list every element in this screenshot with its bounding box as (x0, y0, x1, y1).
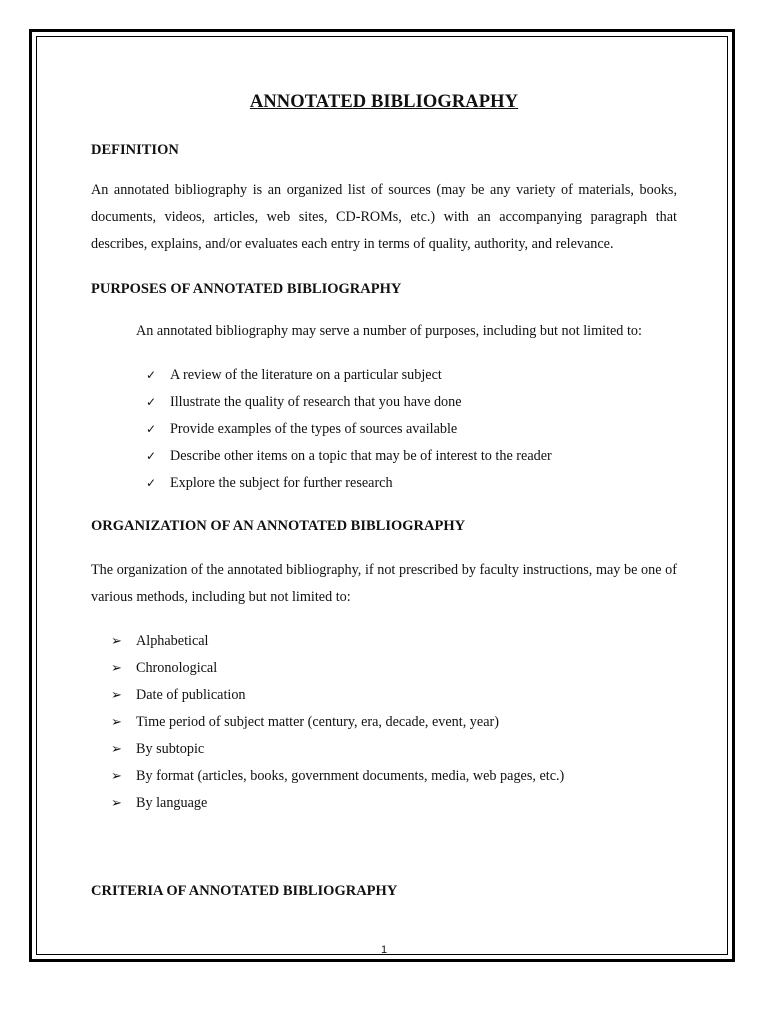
list-item-text: Describe other items on a topic that may be of interest to the reader (170, 448, 552, 464)
list-item (146, 362, 552, 389)
arrowhead-bullet-icon: ➢ (111, 769, 122, 784)
list-item (146, 416, 552, 443)
checkmark-icon: ✓ (146, 476, 157, 490)
organization-list (111, 628, 564, 817)
checkmark-icon: ✓ (146, 368, 157, 382)
page-number: 1 (380, 944, 388, 956)
purposes-heading: PURPOSES OF ANNOTATED BIBLIOGRAPHY (91, 281, 402, 297)
arrowhead-bullet-icon: ➢ (111, 796, 122, 811)
list-item (111, 709, 564, 736)
list-item (111, 628, 564, 655)
organization-paragraph: The organization of the annotated bibliography, if not prescribed by faculty instructions, may be one of various methods, including but not limited to: (91, 562, 677, 605)
criteria-heading: CRITERIA OF ANNOTATED BIBLIOGRAPHY (91, 883, 398, 899)
purposes-intro: An annotated bibliography may serve a number of purposes, including but not limited to: (136, 323, 642, 339)
list-item-text: A review of the literature on a particular subject (170, 367, 442, 383)
list-item-text: Illustrate the quality of research that you have done (170, 394, 462, 410)
list-item (111, 682, 564, 709)
list-item (111, 655, 564, 682)
list-item-text: Alphabetical (136, 633, 209, 649)
list-item-text: By subtopic (136, 741, 205, 757)
list-item (111, 736, 564, 763)
definition-heading: DEFINITION (91, 142, 179, 158)
arrowhead-bullet-icon: ➢ (111, 634, 122, 649)
organization-heading: ORGANIZATION OF AN ANNOTATED BIBLIOGRAPHY (91, 518, 466, 534)
list-item-text: Date of publication (136, 687, 246, 703)
list-item-text: Provide examples of the types of sources available (170, 421, 458, 437)
checkmark-icon: ✓ (146, 395, 157, 409)
list-item (111, 790, 564, 817)
arrowhead-bullet-icon: ➢ (111, 742, 122, 757)
arrowhead-bullet-icon: ➢ (111, 688, 122, 703)
list-item (111, 763, 564, 790)
list-item-text: Explore the subject for further research (170, 475, 393, 491)
arrowhead-bullet-icon: ➢ (111, 715, 122, 730)
list-item (146, 389, 552, 416)
purposes-list (146, 362, 552, 497)
checkmark-icon: ✓ (146, 422, 157, 436)
list-item-text: Chronological (136, 660, 218, 676)
checkmark-icon: ✓ (146, 449, 157, 463)
list-item-text: Time period of subject matter (century, era, decade, event, year) (136, 714, 499, 730)
list-item (146, 443, 552, 470)
list-item (146, 470, 552, 497)
arrowhead-bullet-icon: ➢ (111, 661, 122, 676)
list-item-text: By language (136, 795, 208, 811)
document-title: ANNOTATED BIBLIOGRAPHY (249, 92, 519, 112)
list-item-text: By format (articles, books, government documents, media, web pages, etc.) (136, 768, 565, 784)
definition-paragraph: An annotated bibliography is an organized list of sources (may be any variety of materials, books, documents, videos, articles, web sites, CD-ROMs, etc.) with an accompanying paragraph that describes, explains, and/or evaluates each entry in terms of quality, authority, and relevance. (91, 182, 677, 252)
